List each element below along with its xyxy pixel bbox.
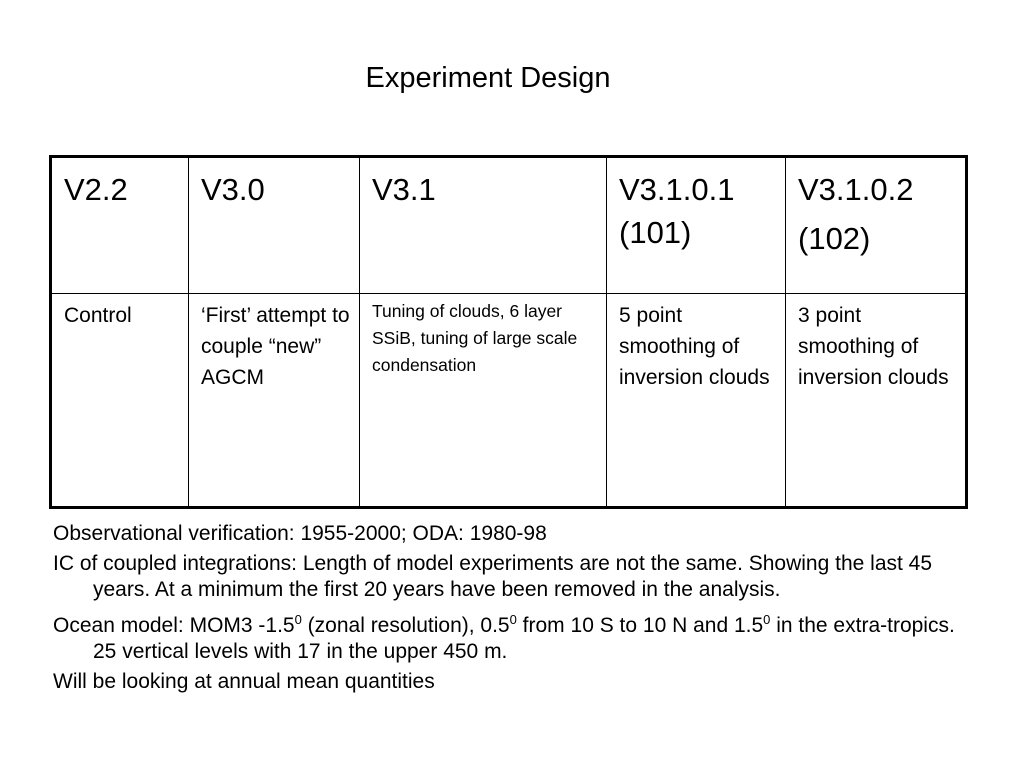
header-label: V2.2: [64, 172, 128, 207]
note-annual-mean: Will be looking at annual mean quantities: [53, 670, 435, 693]
note-ic-coupled: IC of coupled integrations: Length of model experiments are not the same. Showing the last 45 years. At a minimum the first 20 years have been removed in the analysis.: [53, 552, 933, 601]
header-label: V3.1: [372, 172, 436, 207]
slide-title: Experiment Design: [365, 62, 611, 94]
superscript: 0: [763, 612, 771, 627]
table-description-row: [51, 294, 967, 508]
note-text: (zonal resolution), 0.5: [301, 614, 510, 637]
header-cell-v3-1-0-1: [607, 157, 786, 294]
header-sublabel: (102): [798, 221, 871, 256]
header-cell-v3-1-0-2: [786, 157, 967, 294]
header-label: V3.1.0.1: [619, 172, 735, 207]
header-cell-v3-1: [360, 157, 607, 294]
header-label: V3.1.0.2: [798, 172, 914, 207]
header-cell-v3-0: [189, 157, 360, 294]
table-header-row: [51, 157, 967, 294]
note-ocean-model: [53, 607, 968, 665]
note-obs-verification: Observational verification: 1955-2000; ODA: 1980-98: [53, 522, 547, 545]
note-text: Ocean model: MOM3 -1.5: [53, 614, 295, 637]
superscript: 0: [294, 612, 302, 627]
description-cell-v3-1-0-2: 3 point smoothing of inversion clouds: [786, 294, 967, 508]
note-text: from 10 S to 10 N and 1.5: [516, 614, 764, 637]
superscript: 0: [509, 612, 517, 627]
header-cell-v2-2: [51, 157, 189, 294]
note-text: in the extra-tropics. 25 vertical levels with 17 in the upper 450 m.: [93, 614, 955, 663]
description-cell-v2-2: Control: [51, 294, 189, 508]
header-sublabel: (101): [619, 215, 692, 250]
description-cell-v3-1: Tuning of clouds, 6 layer SSiB, tuning of large scale condensation: [360, 294, 607, 508]
experiment-table: [49, 155, 968, 509]
notes-list: [53, 521, 968, 699]
header-label: V3.0: [201, 172, 265, 207]
description-cell-v3-0: ‘First’ attempt to couple “new” AGCM: [189, 294, 360, 508]
description-cell-v3-1-0-1: 5 point smoothing of inversion clouds: [607, 294, 786, 508]
